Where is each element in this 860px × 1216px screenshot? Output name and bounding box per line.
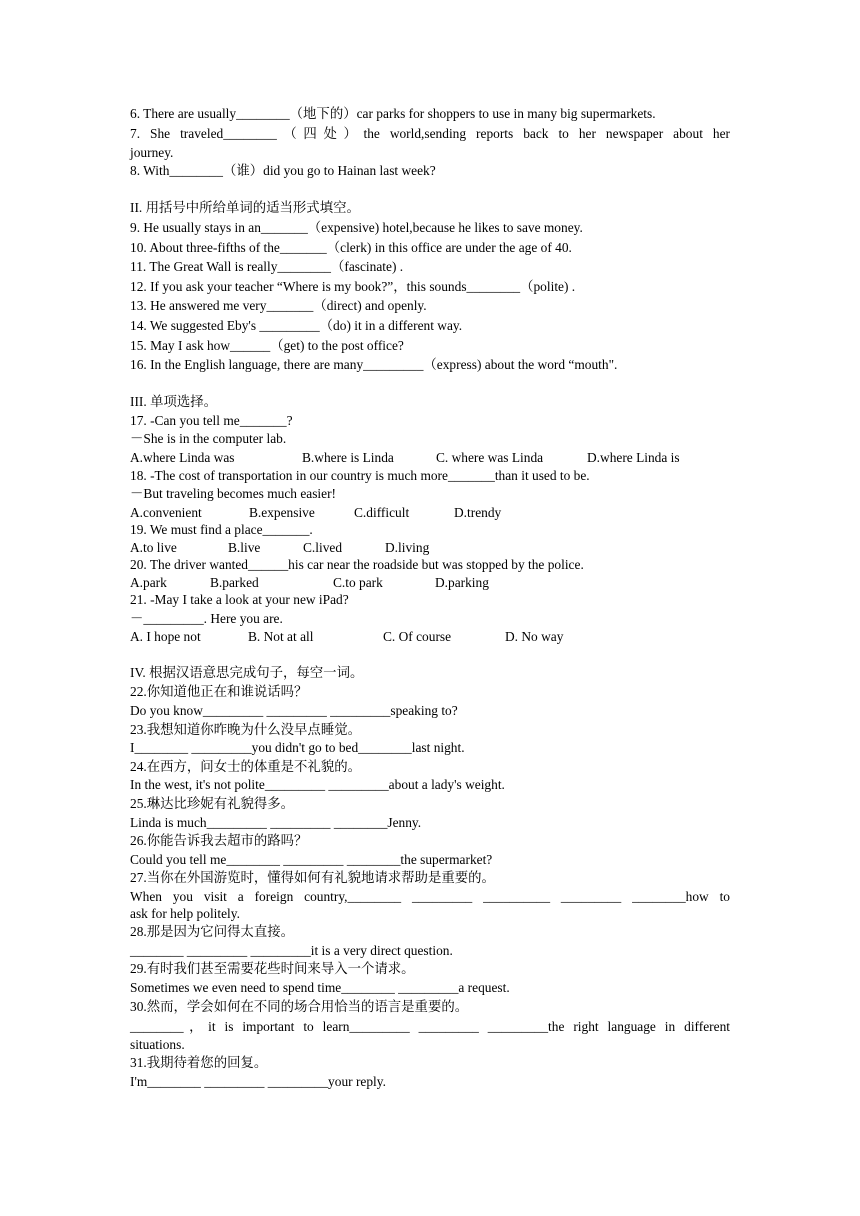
- question-15: 15. May I ask how______（get) to the post office?: [130, 338, 404, 353]
- question-8: 8. With________（谁）did you go to Hainan last week?: [130, 163, 436, 178]
- question-26: Could you tell me________ _________ ________the supermarket?: [130, 852, 493, 867]
- question-31-chinese: 31.我期待着您的回复。: [130, 1055, 268, 1070]
- question-27-chinese: 27.当你在外国游览时，懂得如何有礼貌地请求帮助是重要的。: [130, 870, 495, 885]
- question-27-continued: ask for help politely.: [130, 906, 240, 921]
- option-18-c: C.difficult: [354, 505, 410, 520]
- option-18-a: A.convenient: [130, 505, 202, 520]
- question-30-continued: situations.: [130, 1037, 185, 1052]
- question-17-reply: －She is in the computer lab.: [130, 431, 287, 446]
- question-28-chinese: 28.那是因为它问得太直接。: [130, 924, 295, 939]
- question-26-chinese: 26.你能告诉我去超市的路吗？: [130, 833, 308, 848]
- question-18-reply: －But traveling becomes much easier!: [130, 486, 336, 501]
- option-19-c: C.lived: [303, 540, 343, 555]
- question-7: 7. She traveled________（四处）the world,sending reports back to her newspaper about her: [130, 126, 730, 141]
- question-12: 12. If you ask your teacher “Where is my book?”，this sounds________（polite) .: [130, 279, 576, 294]
- question-27: When you visit a foreign country,________ _________ __________ _________ ________how to: [130, 889, 730, 904]
- question-31: I'm________ _________ _________your reply.: [130, 1074, 386, 1089]
- option-18-b: B.expensive: [249, 505, 315, 520]
- question-25-chinese: 25.琳达比珍妮有礼貌得多。: [130, 796, 295, 811]
- question-29: Sometimes we even need to spend time________ _________a request.: [130, 980, 510, 995]
- option-19-a: A.to live: [130, 540, 177, 555]
- option-20-b: B.parked: [210, 575, 259, 590]
- question-9: 9. He usually stays in an_______（expensive) hotel,because he likes to save money.: [130, 220, 583, 235]
- option-18-d: D.trendy: [454, 505, 502, 520]
- option-21-c: C. Of course: [383, 629, 452, 644]
- question-20: 20. The driver wanted______his car near the roadside but was stopped by the police.: [130, 557, 584, 572]
- question-17: 17. -Can you tell me_______?: [130, 413, 293, 428]
- question-24-chinese: 24.在西方，问女士的体重是不礼貌的。: [130, 759, 361, 774]
- question-30-chinese: 30.然而，学会如何在不同的场合用恰当的语言是重要的。: [130, 999, 469, 1014]
- question-13: 13. He answered me very_______（direct) and openly.: [130, 298, 427, 313]
- question-21: 21. -May I take a look at your new iPad?: [130, 592, 349, 607]
- option-17-a: A.where Linda was: [130, 450, 235, 465]
- question-22: Do you know_________ _________ _________speaking to?: [130, 703, 458, 718]
- option-21-a: A. I hope not: [130, 629, 201, 644]
- option-17-c: C. where was Linda: [436, 450, 544, 465]
- option-17-d: D.where Linda is: [587, 450, 680, 465]
- option-19-d: D.living: [385, 540, 430, 555]
- option-20-c: C.to park: [333, 575, 383, 590]
- section-2-heading: II. 用括号中所给单词的适当形式填空。: [130, 200, 360, 215]
- question-25: Linda is much_________ _________ ________Jenny.: [130, 815, 422, 830]
- option-20-d: D.parking: [435, 575, 489, 590]
- option-21-b: B. Not at all: [248, 629, 314, 644]
- option-21-d: D. No way: [505, 629, 564, 644]
- section-3-heading: III. 单项选择。: [130, 394, 218, 409]
- question-22-chinese: 22.你知道他正在和谁说话吗？: [130, 684, 308, 699]
- question-19: 19. We must find a place_______.: [130, 522, 313, 537]
- question-14: 14. We suggested Eby's _________（do) it in a different way.: [130, 318, 463, 333]
- question-10: 10. About three-fifths of the_______（clerk) in this office are under the age of 40.: [130, 240, 572, 255]
- question-23-chinese: 23.我想知道你昨晚为什么没早点睡觉。: [130, 722, 361, 737]
- question-30: ________，it is important to learn_________ _________ _________the right language in different: [130, 1019, 730, 1034]
- section-4-heading: IV. 根据汉语意思完成句子，每空一词。: [130, 665, 364, 680]
- question-16: 16. In the English language, there are many_________（express) about the word “mouth".: [130, 357, 618, 372]
- question-29-chinese: 29.有时我们甚至需要花些时间来导入一个请求。: [130, 961, 415, 976]
- option-19-b: B.live: [228, 540, 261, 555]
- question-6: 6. There are usually________（地下的）car parks for shoppers to use in many big supermarkets.: [130, 106, 656, 121]
- question-11: 11. The Great Wall is really________（fascinate) .: [130, 259, 404, 274]
- question-23: I________ _________you didn't go to bed________last night.: [130, 740, 465, 755]
- question-7-continued: journey.: [130, 145, 174, 160]
- question-24: In the west, it's not polite_________ _________about a lady's weight.: [130, 777, 505, 792]
- option-20-a: A.park: [130, 575, 167, 590]
- question-21-reply: －_________. Here you are.: [130, 611, 283, 626]
- question-28: ________ _________ _________it is a very direct question.: [130, 943, 453, 958]
- option-17-b: B.where is Linda: [302, 450, 394, 465]
- question-18: 18. -The cost of transportation in our country is much more_______than it used to be.: [130, 468, 590, 483]
